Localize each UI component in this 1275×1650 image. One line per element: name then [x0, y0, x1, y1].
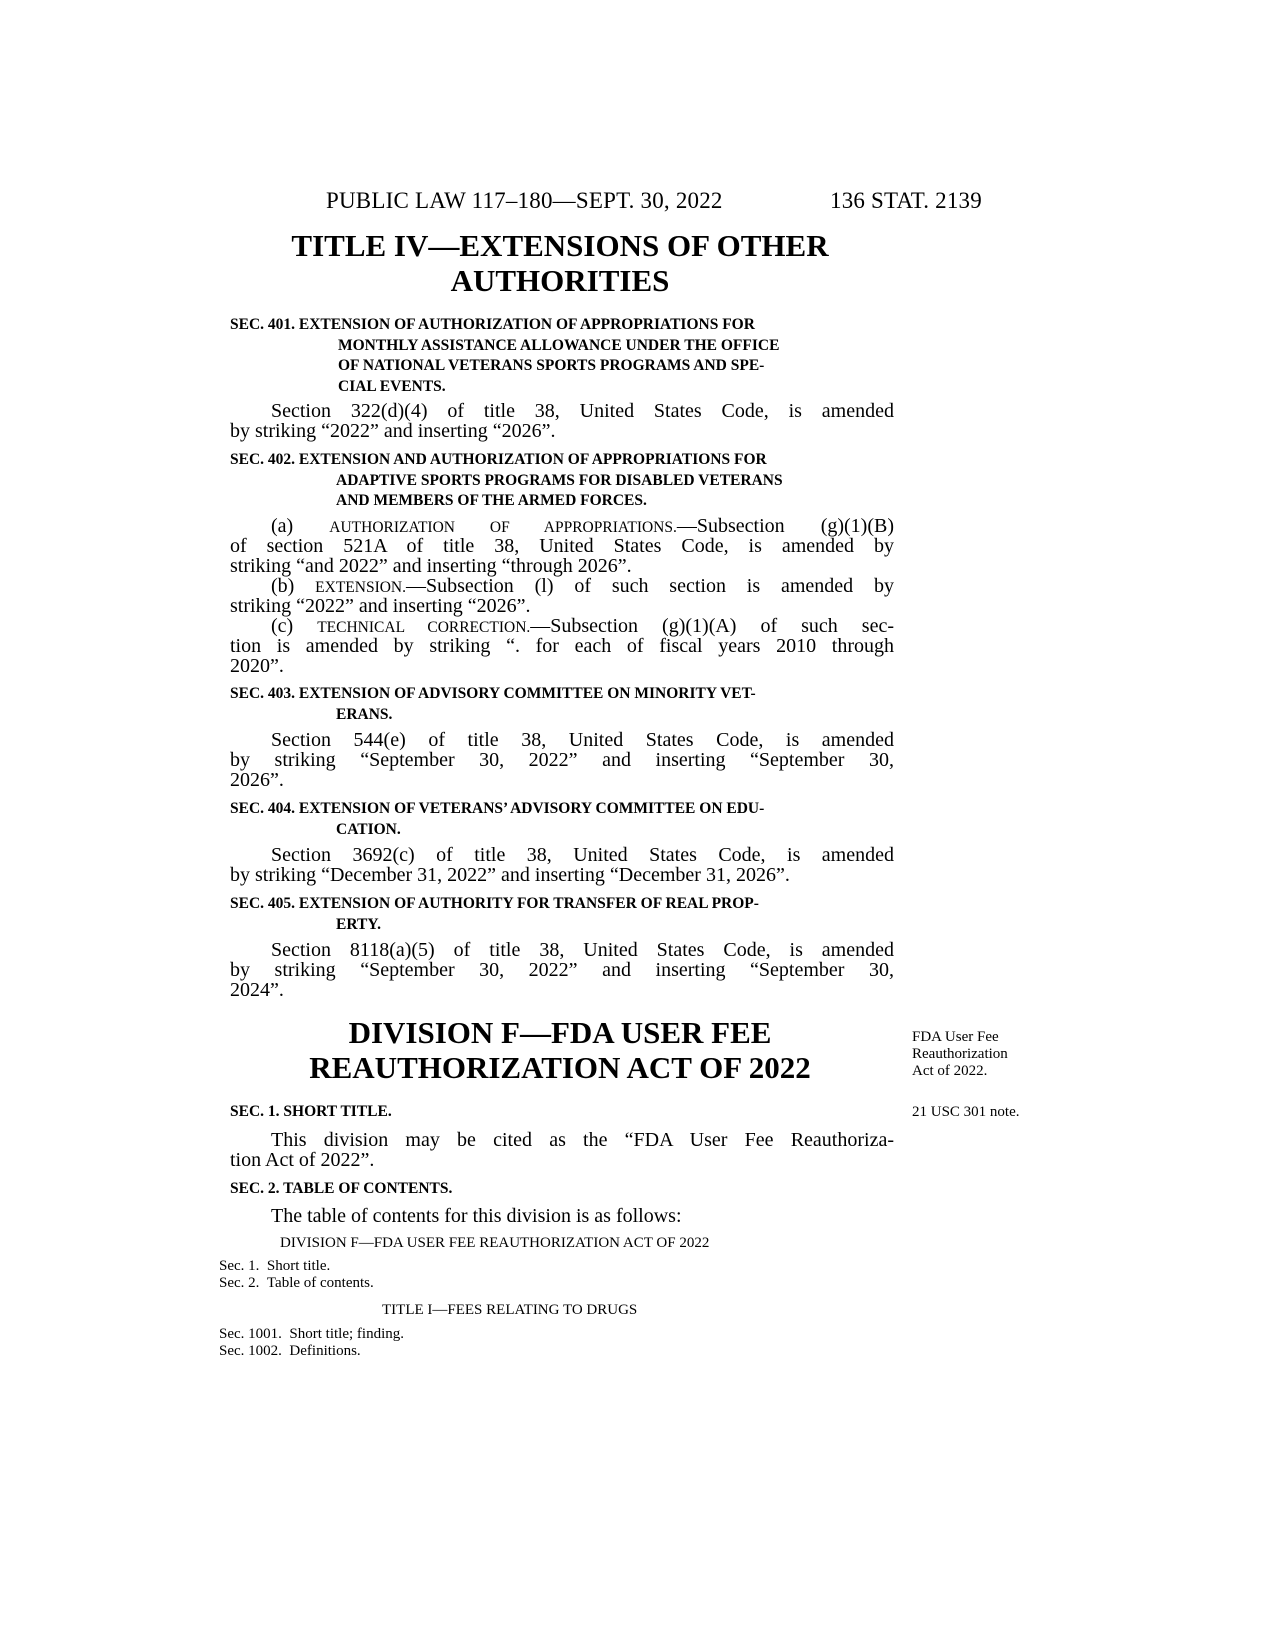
sec-401-text: Section 322(d)(4) of title 38, United States Code, is amended by striking “2022” and inserting “2026”.	[230, 400, 894, 442]
sec-402-heading: SEC. 402. EXTENSION AND AUTHORIZATION OF APPROPRIATIONS FOR ADAPTIVE SPORTS PROGRAMS FOR DISABLED VETERANS AND MEMBERS OF THE ARMED FORCES.	[230, 451, 783, 509]
sec-404-text: Section 3692(c) of title 38, United States Code, is amended by striking “December 31, 2022” and inserting “December 31, 2026”.	[230, 844, 894, 886]
margin-note-usc: 21 USC 301 note.	[912, 1104, 1020, 1120]
sec-405-text: Section 8118(a)(5) of title 38, United States Code, is amended by striking “September 30, 2022” and inserting “September 30, 2024”.	[230, 939, 894, 1001]
subsection-c: (c) TECHNICAL CORRECTION.—Subsection (g)(1)(A) of such sec-	[271, 615, 895, 637]
toc-item: Sec. 1001. Short title; finding.	[219, 1326, 405, 1342]
toc-title-heading: TITLE I—FEES RELATING TO DRUGS	[382, 1302, 638, 1318]
sec-405-heading: SEC. 405. EXTENSION OF AUTHORITY FOR TRANSFER OF REAL PROP- ERTY.	[230, 895, 759, 933]
subsection-a: (a) AUTHORIZATION OF APPROPRIATIONS.—Subsection (g)(1)(B)	[271, 515, 895, 537]
sec-1-text: This division may be cited as the “FDA User Fee Reauthoriza- tion Act of 2022”.	[230, 1129, 894, 1171]
sec-403-text: Section 544(e) of title 38, United States Code, is amended by striking “September 30, 2022” and inserting “September 30, 2026”.	[230, 729, 894, 791]
sec-402-text: (a) AUTHORIZATION OF APPROPRIATIONS.—Subsection (g)(1)(B) of section 521A of title 38, United States Code, is amended by striking “and 2022” and inserting “through 2026”. (b) EXTENSION.—Subsection (l) of such section is amended by striking “2022” and inserting “2026”. (c) TECHNICAL CORRECTION.—Subsection (g)(1)(A) of such sec- tion is amended by striking “. for each of fiscal years 2010 through 2020”.	[230, 515, 895, 677]
toc-item: Sec. 1. Short title.	[219, 1258, 331, 1274]
title-iv-heading: TITLE IV—EXTENSIONS OF OTHER AUTHORITIES	[291, 228, 829, 298]
sec-2-heading: SEC. 2. TABLE OF CONTENTS.	[230, 1180, 453, 1197]
sec-404-heading: SEC. 404. EXTENSION OF VETERANS’ ADVISORY COMMITTEE ON EDU- CATION.	[230, 800, 765, 838]
running-header-left: PUBLIC LAW 117–180—SEPT. 30, 2022	[326, 188, 723, 213]
subsection-b: (b) EXTENSION.—Subsection (l) of such section is amended by	[271, 575, 894, 597]
sec-2-text: The table of contents for this division is as follows:	[271, 1205, 682, 1227]
page-number: 136 STAT. 2139	[830, 188, 982, 213]
sec-401-heading: SEC. 401. EXTENSION OF AUTHORIZATION OF APPROPRIATIONS FOR MONTHLY ASSISTANCE ALLOWANCE UNDER THE OFFICE OF NATIONAL VETERANS SPORTS PROGRAMS AND SPE- CIAL EVENTS.	[230, 316, 780, 395]
sec-403-heading: SEC. 403. EXTENSION OF ADVISORY COMMITTEE ON MINORITY VET- ERANS.	[230, 685, 756, 723]
toc-item: Sec. 2. Table of contents.	[219, 1275, 374, 1291]
sec-1-heading: SEC. 1. SHORT TITLE.	[230, 1103, 392, 1120]
toc-division-heading: DIVISION F—FDA USER FEE REAUTHORIZATION ACT OF 2022	[280, 1235, 710, 1251]
division-f-heading: DIVISION F—FDA USER FEE REAUTHORIZATION ACT OF 2022	[309, 1015, 811, 1085]
toc-item: Sec. 1002. Definitions.	[219, 1343, 361, 1359]
margin-note-short-title: FDA User Fee Reauthorization Act of 2022.	[912, 1029, 1008, 1079]
